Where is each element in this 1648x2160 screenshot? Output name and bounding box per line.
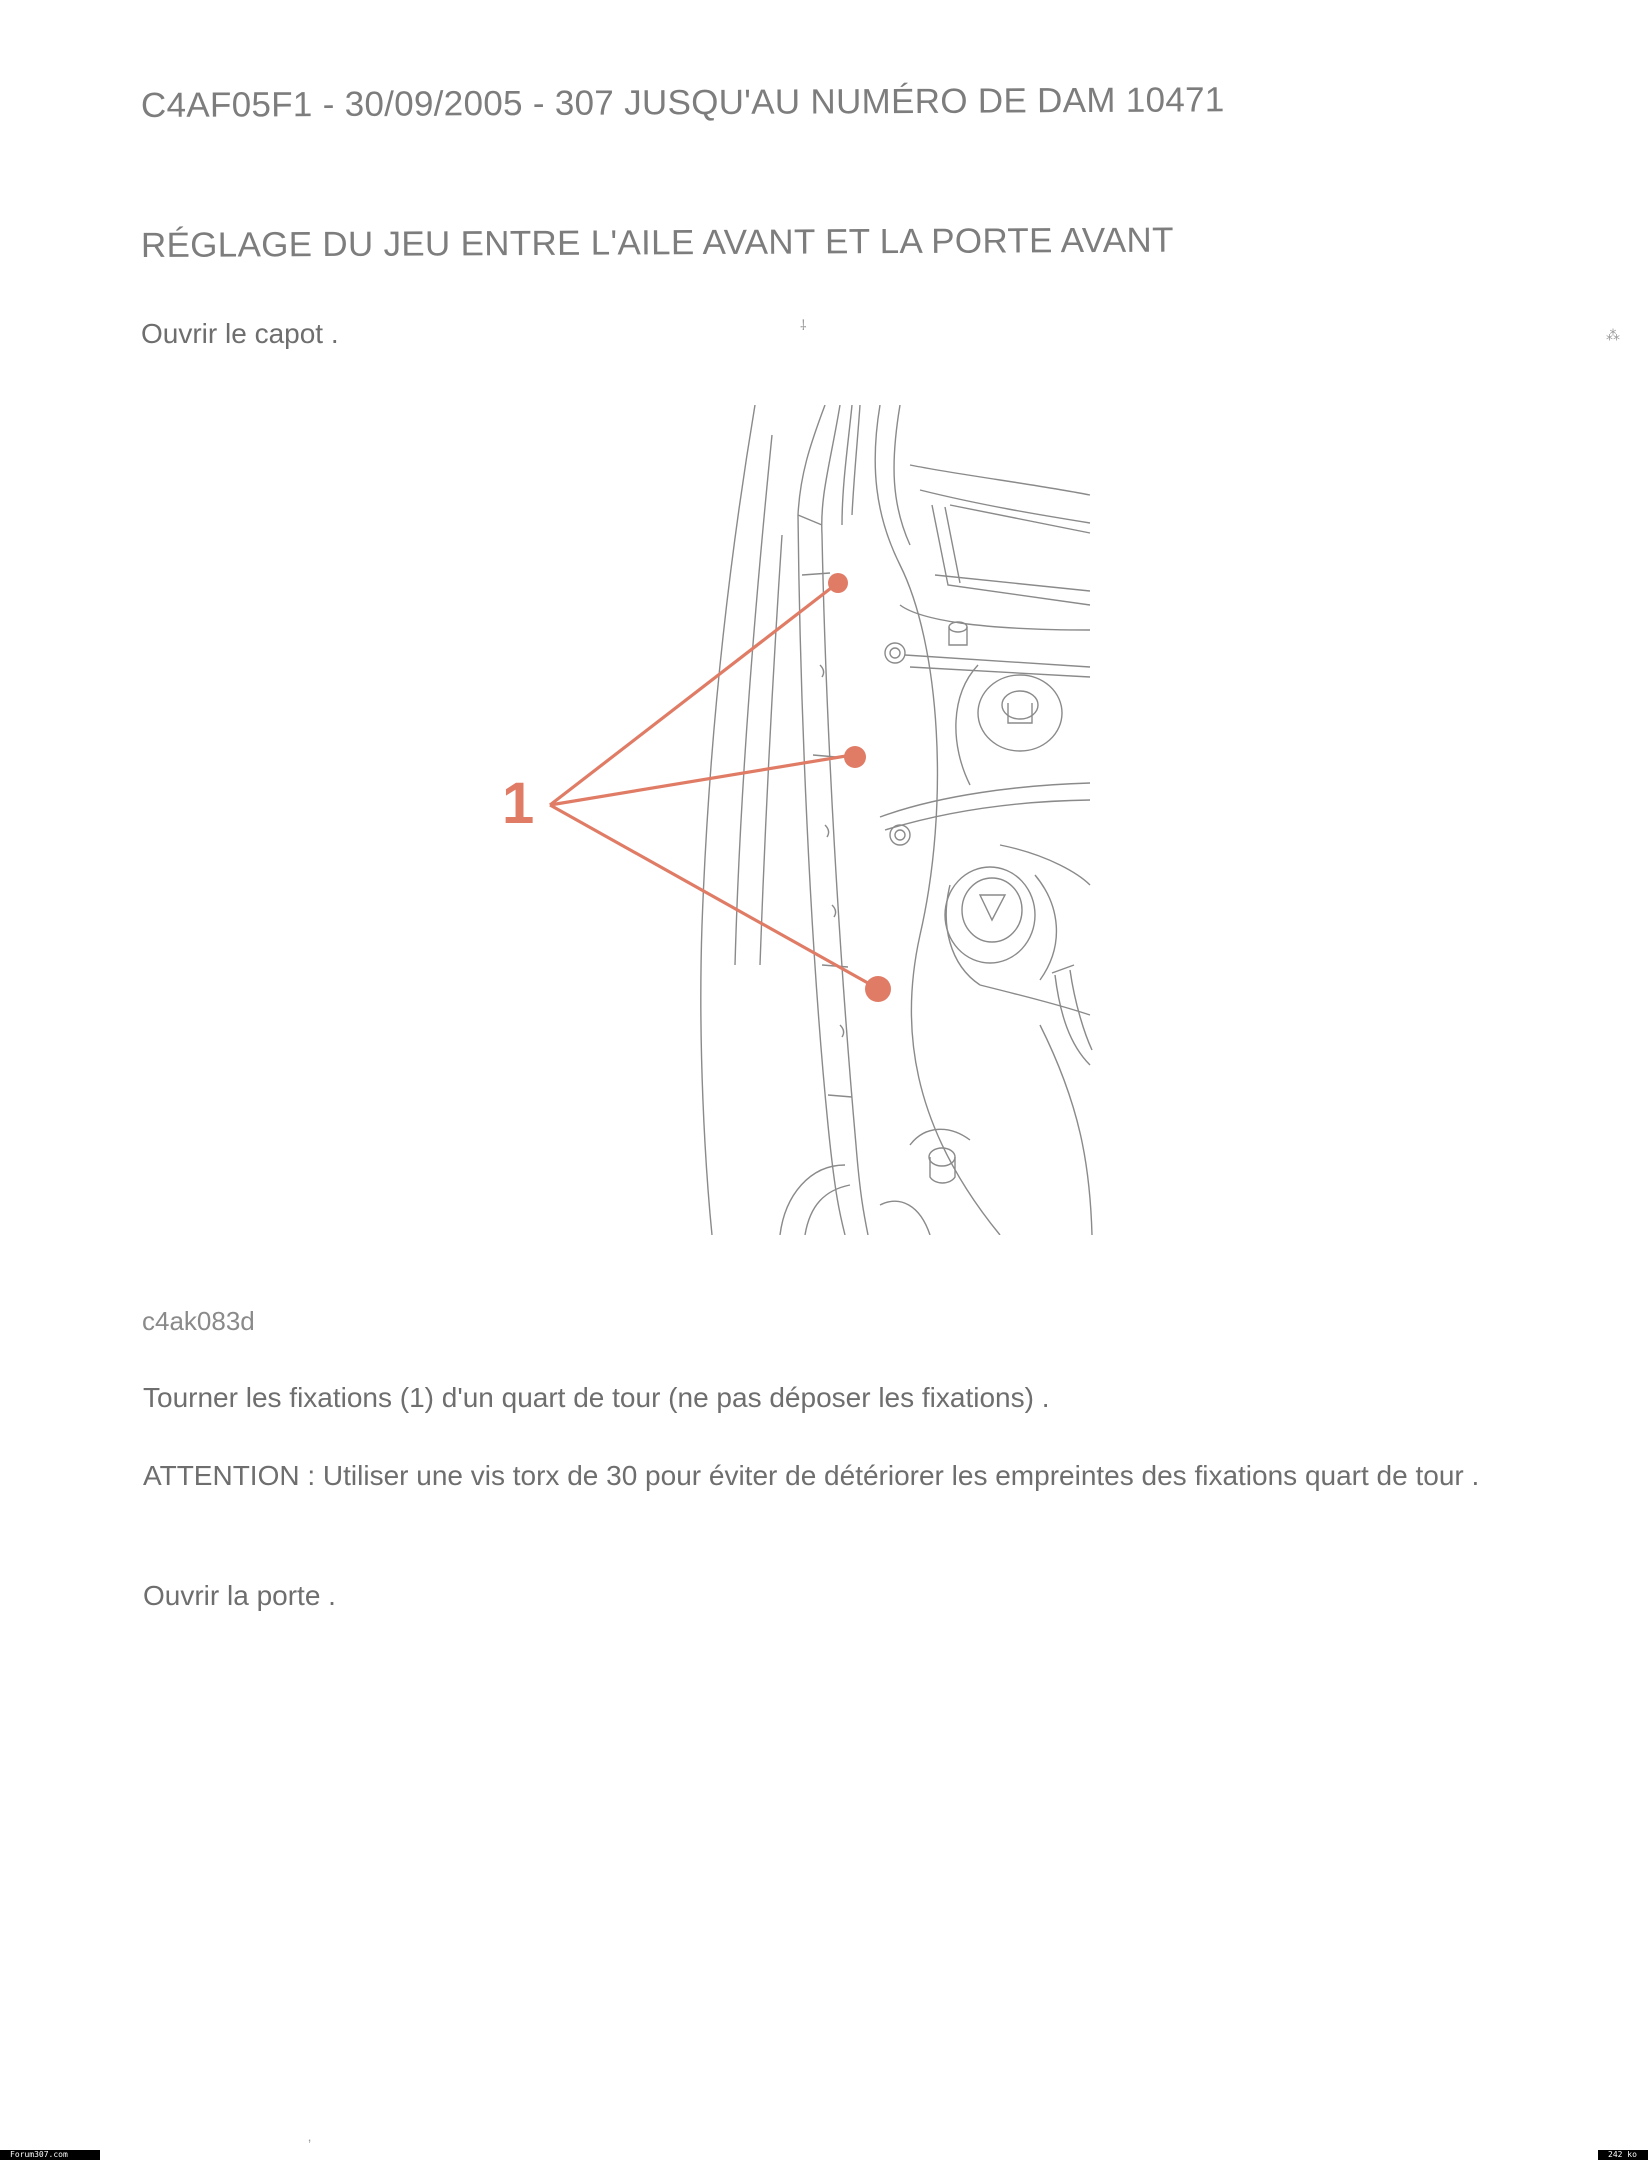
callout-number: 1 (502, 771, 535, 836)
fixation-marker-middle (844, 746, 866, 768)
technical-illustration (480, 405, 1100, 1235)
scan-speck: ⁂ (1606, 327, 1620, 343)
footer-right-tag: 242 ko (1598, 2150, 1648, 2160)
fixation-marker-top (828, 573, 848, 593)
section-title: RÉGLAGE DU JEU ENTRE L'AILE AVANT ET LA PORTE AVANT (140, 220, 1174, 265)
step-open-door: Ouvrir la porte . (143, 1580, 336, 1611)
fixation-markers (828, 573, 891, 1002)
step-turn-fixations: Tourner les fixations (1) d'un quart de tour (ne pas déposer les fixations) . (143, 1382, 1050, 1413)
footer-left-tag: Forum307.com (0, 2150, 100, 2160)
fixation-marker-bottom (865, 976, 891, 1002)
step-warning: ATTENTION : Utiliser une vis torx de 30 pour éviter de détériorer les empreintes des fixations quart de tour . (143, 1460, 1480, 1491)
scan-speck: ‚ (308, 2128, 312, 2144)
drawing-lines (701, 405, 1092, 1235)
step-open-hood: Ouvrir le capot . (141, 318, 339, 349)
document-reference-header: C4AF05F1 - 30/09/2005 - 307 JUSQU'AU NUMÉRO DE DAM 10471 (140, 80, 1225, 125)
scan-speck: ⸸ (800, 317, 807, 333)
callout-leader-lines (550, 585, 875, 987)
figure-caption: c4ak083d (142, 1306, 255, 1336)
